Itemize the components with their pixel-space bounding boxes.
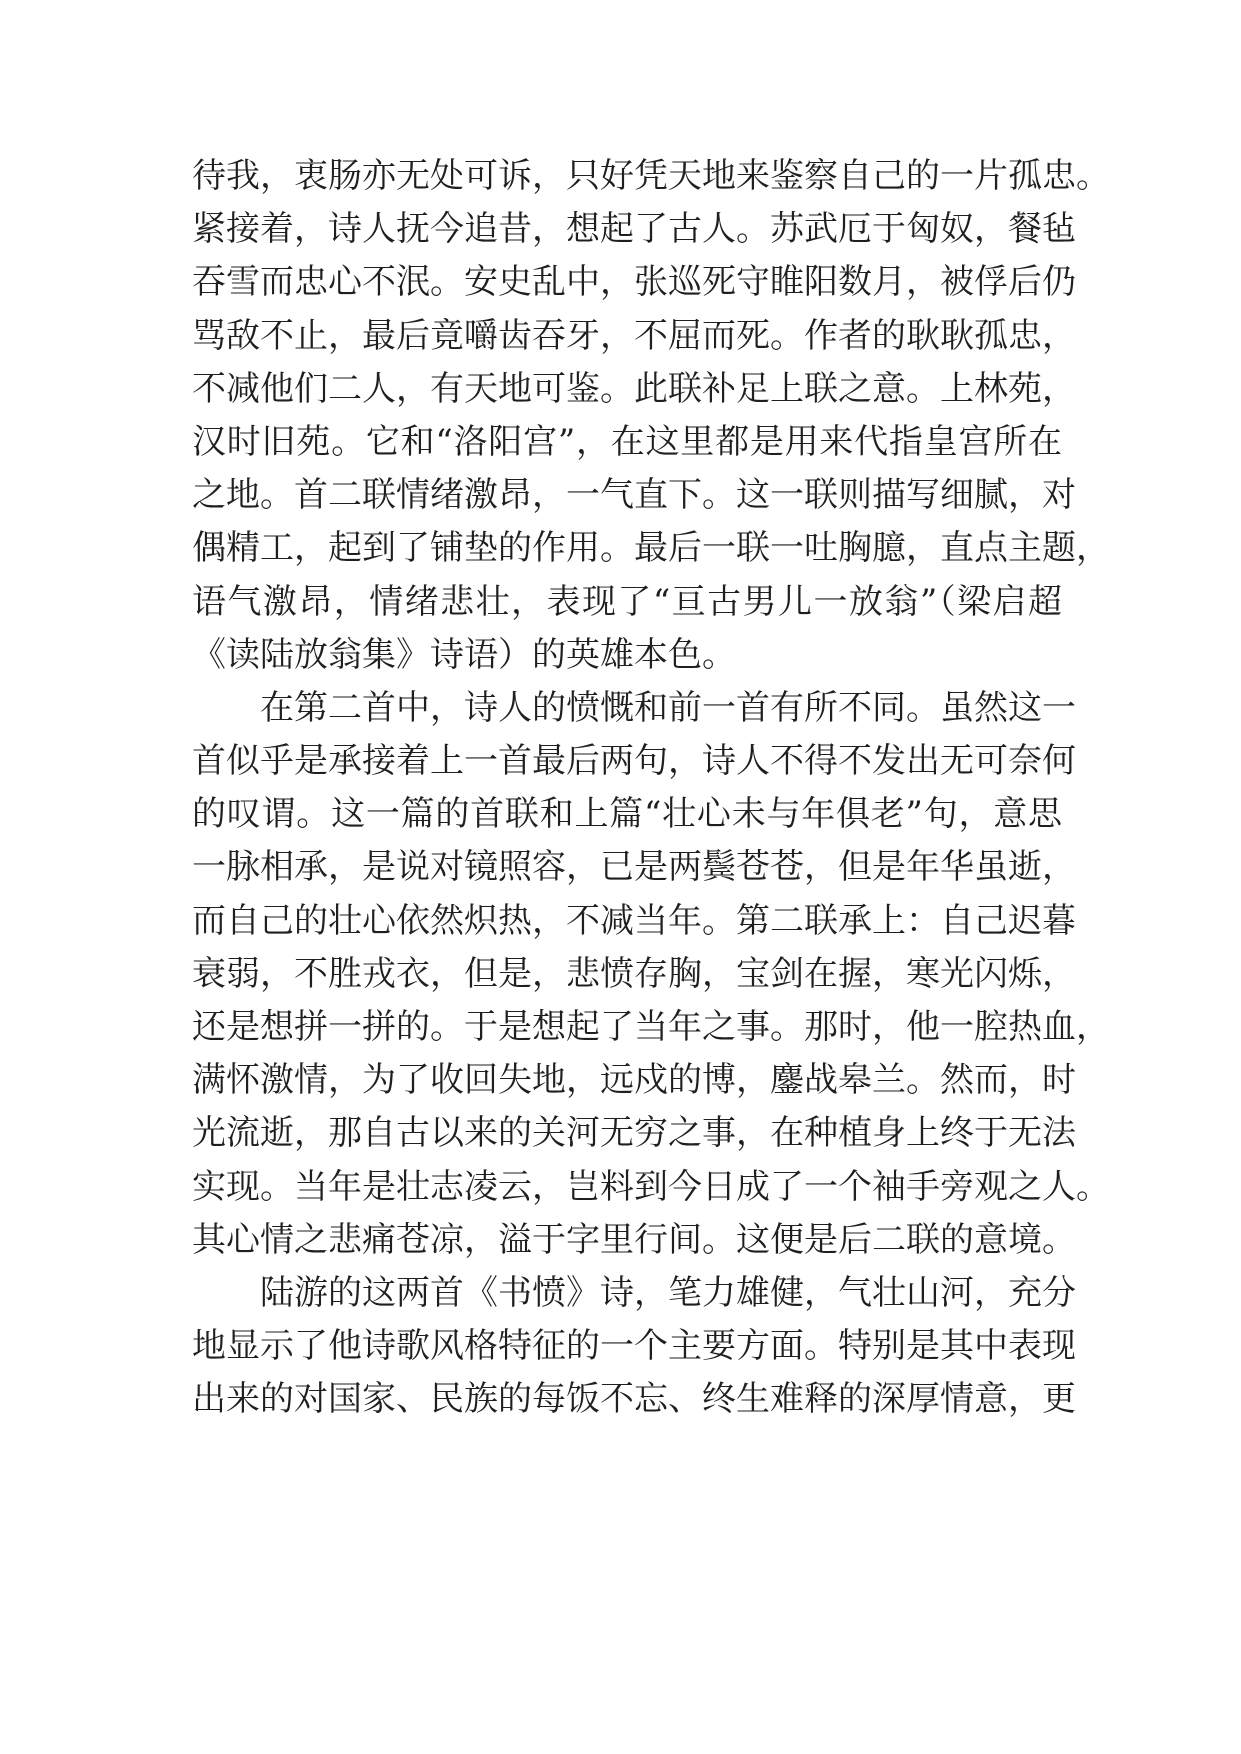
paragraph-2-line-4: 一脉相承，是说对镜照容，已是两鬓苍苍，但是年华虽逝， bbox=[192, 847, 1076, 888]
paragraph-1-line-2: 紧接着，诗人抚今追昔，想起了古人。苏武厄于匈奴，餐毡 bbox=[192, 209, 1076, 250]
paragraph-1-line-10: 《读陆放翁集》诗语）的英雄本色。 bbox=[192, 634, 736, 675]
paragraph-1-line-6: 汉时旧苑。它和“洛阳宫”，在这里都是用来代指皇宫所在 bbox=[192, 421, 1062, 462]
paragraph-2-line-6: 衰弱，不胜戎衣，但是，悲愤存胸，宝剑在握，寒光闪烁， bbox=[192, 953, 1076, 994]
paragraph-1-line-9: 语气激昂，情绪悲壮，表现了“亘古男儿一放翁”（梁启超 bbox=[192, 581, 1062, 622]
paragraph-2-line-9: 光流逝，那自古以来的关河无穷之事，在种植身上终于无法 bbox=[192, 1113, 1076, 1154]
paragraph-2-line-8: 满怀激情，为了收回失地，远戍的博，鏖战皋兰。然而，时 bbox=[192, 1060, 1076, 1101]
paragraph-2-line-2: 首似乎是承接着上一首最后两句，诗人不得不发出无可奈何 bbox=[192, 741, 1076, 782]
paragraph-1-line-7: 之地。首二联情绪激昂，一气直下。这一联则描写细腻，对 bbox=[192, 475, 1076, 516]
paragraph-1-line-1: 待我，衷肠亦无处可诉，只好凭天地来鉴察自己的一片孤忠。 bbox=[192, 156, 1110, 196]
paragraph-3-line-3: 出来的对国家、民族的每饭不忘、终生难释的深厚情意，更 bbox=[192, 1379, 1076, 1420]
paragraph-3-line-2: 地显示了他诗歌风格特征的一个主要方面。特别是其中表现 bbox=[192, 1326, 1076, 1367]
paragraph-2-line-7: 还是想拼一拼的。于是想起了当年之事。那时，他一腔热血， bbox=[192, 1007, 1110, 1047]
paragraph-1-line-8: 偶精工，起到了铺垫的作用。最后一联一吐胸臆，直点主题， bbox=[192, 528, 1110, 569]
paragraph-3-line-1: 陆游的这两首《书愤》诗，笔力雄健，气壮山河，充分 bbox=[260, 1272, 1076, 1313]
paragraph-2-line-10: 实现。当年是壮志凌云，岂料到今日成了一个袖手旁观之人。 bbox=[192, 1166, 1110, 1207]
paragraph-2-line-3: 的叹谓。这一篇的首联和上篇“壮心未与年俱老”句，意思 bbox=[192, 794, 1062, 835]
paragraph-1-line-3: 吞雪而忠心不泯。安史乱中，张巡死守睢阳数月，被俘后仍 bbox=[192, 262, 1076, 303]
paragraph-2-line-5: 而自己的壮心依然炽热，不减当年。第二联承上：自己迟暮 bbox=[192, 900, 1076, 941]
paragraph-1-line-5: 不减他们二人，有天地可鉴。此联补足上联之意。上林苑， bbox=[192, 368, 1076, 409]
paragraph-2-line-11: 其心情之悲痛苍凉，溢于字里行间。这便是后二联的意境。 bbox=[192, 1219, 1076, 1260]
paragraph-1-line-4: 骂敌不止，最后竟嚼齿吞牙，不屈而死。作者的耿耿孤忠， bbox=[192, 315, 1076, 356]
paragraph-2-line-1: 在第二首中，诗人的愤慨和前一首有所不同。虽然这一 bbox=[260, 687, 1076, 728]
body-text bbox=[192, 150, 1110, 1427]
